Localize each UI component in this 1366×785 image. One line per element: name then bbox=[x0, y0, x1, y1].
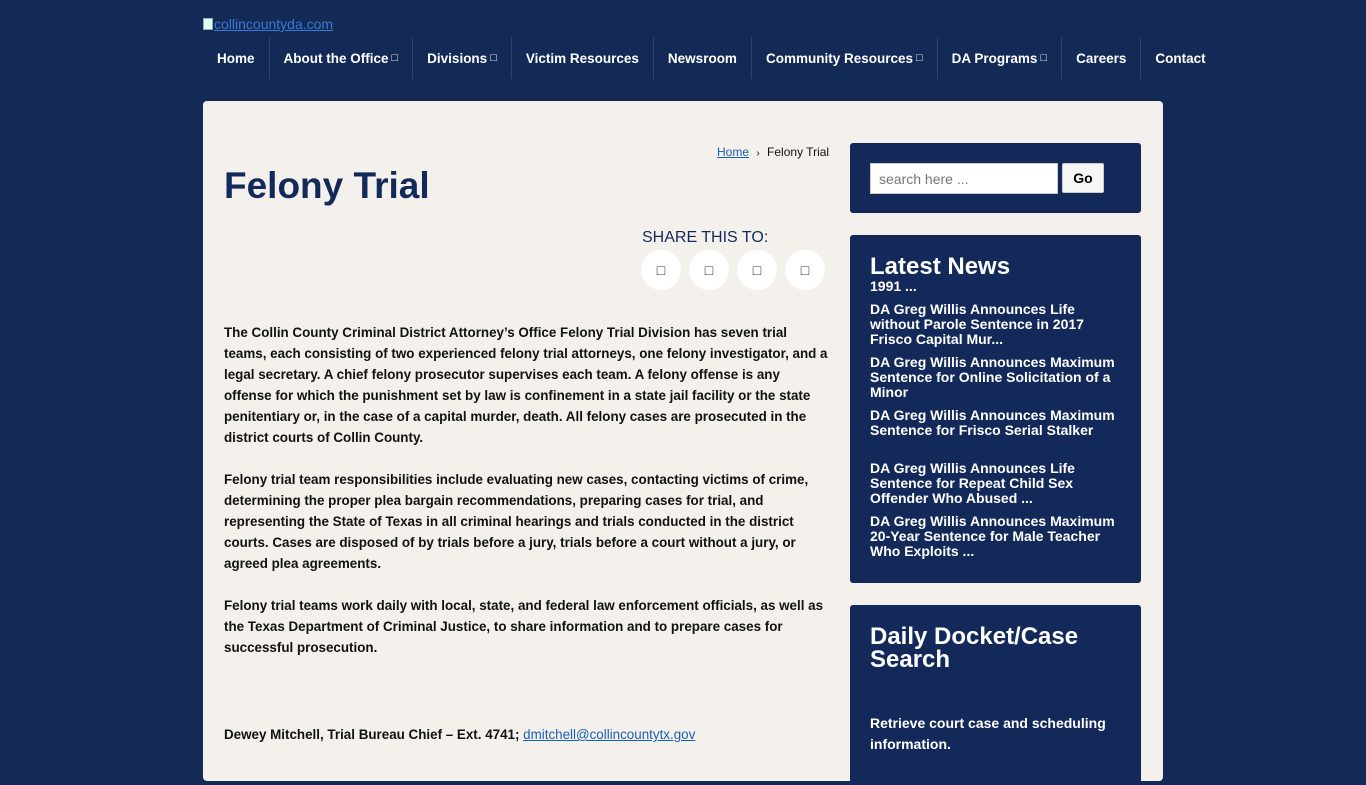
search-input[interactable] bbox=[870, 163, 1058, 194]
contact-email-link[interactable]: dmitchell@collincountytx.gov bbox=[523, 727, 696, 742]
broken-image-icon bbox=[203, 18, 213, 30]
nav-label: Home bbox=[217, 50, 255, 66]
breadcrumb-current: Felony Trial bbox=[767, 145, 830, 159]
breadcrumb-home[interactable]: Home bbox=[717, 145, 750, 159]
nav-item-da-programs[interactable] bbox=[938, 37, 1062, 79]
share-buttons bbox=[641, 250, 825, 290]
share-label: SHARE THIS TO: bbox=[642, 229, 769, 246]
breadcrumb-separator: › bbox=[756, 148, 760, 159]
contact-line bbox=[224, 727, 695, 742]
chevron-down-icon: □ bbox=[490, 52, 497, 64]
nav-item-victim-resources[interactable] bbox=[512, 37, 654, 79]
search-go-button[interactable]: Go bbox=[1062, 163, 1104, 193]
nav-label: Contact bbox=[1155, 50, 1206, 66]
news-ticker[interactable] bbox=[870, 278, 1125, 562]
nav-item-divisions[interactable] bbox=[413, 37, 512, 79]
nav-item-about-the-office[interactable] bbox=[270, 37, 414, 79]
nav-item-home[interactable] bbox=[203, 37, 270, 79]
nav-item-careers[interactable] bbox=[1062, 37, 1141, 79]
nav-label: Careers bbox=[1076, 50, 1127, 66]
nav-label: Newsroom bbox=[667, 50, 737, 66]
nav-label: Victim Resources bbox=[525, 50, 639, 66]
chevron-down-icon: □ bbox=[916, 52, 923, 64]
paragraph: The Collin County Criminal District Attorney’s Office Felony Trial Division has seven trial teams, each consisting of two experienced felony trial attorneys, one felony investigator, and a legal secretary. A chief felony prosecutor supervises each team. A felony offense is any offense for which the punishment set by law is confinement in a state jail facility or the state penitentiary or, in the case of a capital murder, death. All felony cases are prosecuted in the district courts of Collin County. bbox=[224, 325, 828, 445]
chevron-down-icon: □ bbox=[1040, 52, 1048, 64]
paragraph: Felony trial teams work daily with local, state, and federal law enforcement officials, as well as the Texas Department of Criminal Justice, to share information and to prepare cases for successful prosecution. bbox=[224, 598, 824, 655]
article-body bbox=[224, 322, 830, 679]
nav-label: DA Programs bbox=[951, 50, 1038, 66]
email-icon[interactable]: □ bbox=[785, 250, 825, 290]
nav-label: Community Resources bbox=[765, 50, 913, 66]
nav-item-newsroom[interactable] bbox=[654, 37, 752, 79]
news-item[interactable]: DA Greg Willis Announces Life Sentence for Repeat Child Sex Offender Who Abused ... bbox=[870, 460, 1075, 506]
news-item[interactable]: DA Greg Willis Announces Maximum Sentence for Online Solicitation of a Minor bbox=[870, 354, 1115, 400]
nav-item-contact[interactable] bbox=[1141, 37, 1219, 79]
page-title: Felony Trial bbox=[224, 165, 430, 206]
facebook-icon[interactable]: □ bbox=[641, 250, 681, 290]
docket-widget bbox=[850, 605, 1141, 785]
breadcrumb bbox=[717, 145, 829, 159]
latest-news-widget bbox=[850, 235, 1141, 583]
contact-text: Dewey Mitchell, Trial Bureau Chief – Ext. 4741; bbox=[224, 727, 524, 742]
news-item[interactable]: DA Greg Willis Announces Maximum 20-Year Sentence for Male Teacher Who Exploits ... bbox=[870, 513, 1115, 559]
news-item[interactable]: DA Greg Willis Announces Life without Parole Sentence in 2017 Frisco Capital Mur... bbox=[870, 301, 1084, 347]
search-widget bbox=[850, 143, 1141, 213]
site-logo-link[interactable] bbox=[203, 16, 333, 32]
linkedin-icon[interactable]: □ bbox=[737, 250, 777, 290]
latest-news-title: Latest News bbox=[870, 253, 1011, 280]
docket-title[interactable]: Daily Docket/Case Search bbox=[870, 623, 1079, 673]
news-item[interactable]: DA Greg Willis Announces Maximum Sentence for Frisco Serial Stalker bbox=[870, 407, 1115, 438]
main-nav bbox=[203, 37, 1220, 79]
nav-item-community-resources[interactable] bbox=[752, 37, 938, 79]
twitter-icon[interactable]: □ bbox=[689, 250, 729, 290]
chevron-down-icon: □ bbox=[391, 52, 399, 64]
paragraph: Felony trial team responsibilities include evaluating new cases, contacting victims of crime, determining the proper plea bargain recommendations, preparing cases for trial, and representing the State of Texas in all criminal hearings and trials conducted in the district courts. Cases are disposed of by trials before a jury, trials before a court without a jury, or agreed plea agreements. bbox=[224, 472, 809, 571]
nav-label: About the Office bbox=[283, 50, 389, 66]
logo-alt-text: collincountyda.com bbox=[214, 16, 334, 32]
docket-description: Retrieve court case and scheduling information. bbox=[870, 715, 1106, 752]
nav-label: Divisions bbox=[427, 50, 488, 66]
news-item[interactable]: 1991 ... bbox=[870, 278, 917, 294]
